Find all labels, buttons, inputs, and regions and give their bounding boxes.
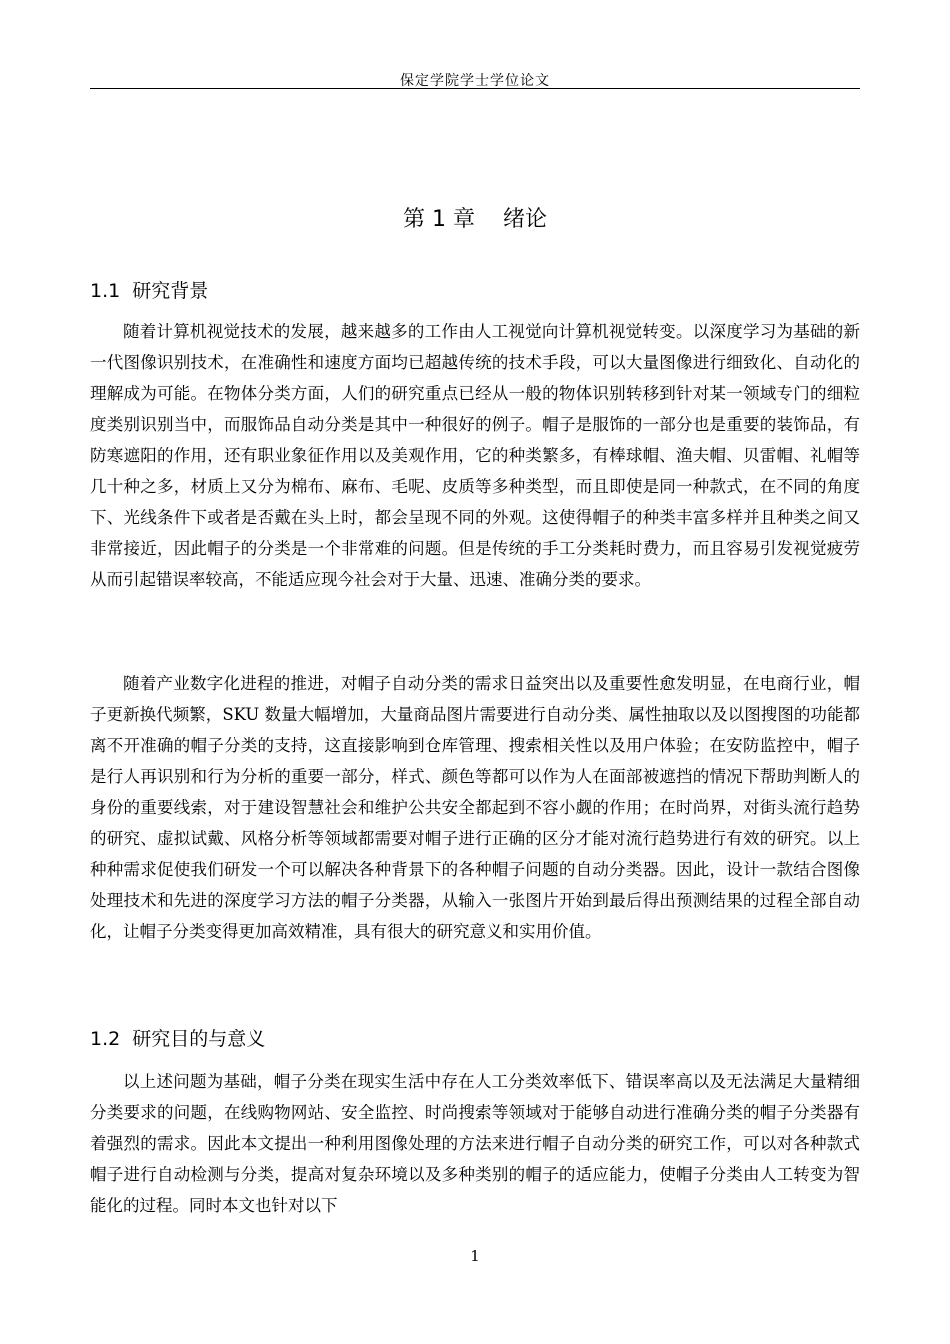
header-divider [90,88,860,89]
paragraph: 随着计算机视觉技术的发展，越来越多的工作由人工视觉向计算机视觉转变。以深度学习为基础的新一代图像识别技术，在准确性和速度方面均已超越传统的技术手段，可以大量图像进行细致化、自动化的理解成为可能。在物体分类方面，人们的研究重点已经从一般的物体识别转移到针对某一领域专门的细粒度类别识别当中，而服饰品自动分类是其中一种很好的例子。帽子是服饰的一部分也是重要的装饰品，有防寒遮阳的作用，还有职业象征作用以及美观作用，它的种类繁多，有棒球帽、渔夫帽、贝雷帽、礼帽等几十种之多，材质上又分为棉布、麻布、毛呢、皮质等多种类型，而且即使是同一种款式，在不同的角度下、光线条件下或者是否戴在头上时，都会呈现不同的外观。这使得帽子的种类丰富多样并且种类之间又非常接近，因此帽子的分类是一个非常难的问题。但是传统的手工分类耗时费力，而且容易引发视觉疲劳从而引起错误率较高，不能适应现今社会对于大量、迅速、准确分类的要求。 [90,322,860,589]
running-header: 保定学院学士学位论文 [400,73,550,89]
paragraph: 随着产业数字化进程的推进，对帽子自动分类的需求日益突出以及重要性愈发明显，在电商行业，帽子更新换代频繁，SKU 数量大幅增加，大量商品图片需要进行自动分类、属性抽取以及以图搜图的功能都离不开准确的帽子分类的支持，这直接影响到仓库管理、搜索相关性以及用户体验；在安防监控中，帽子是行人再识别和行为分析的重要一部分，样式、颜色等都可以作为人在面部被遮挡的情况下帮助判断人的身份的重要线索，对于建设智慧社会和维护公共安全都起到不容小觑的作用；在时尚界，对街头流行趋势的研究、虚拟试戴、风格分析等领域都需要对帽子进行正确的区分才能对流行趋势进行有效的研究。以上种种需求促使我们研发一个可以解决各种背景下的各种帽子问题的自动分类器。因此，设计一款结合图像处理技术和先进的深度学习方法的帽子分类器，从输入一张图片开始到最后得出预测结果的过程全部自动化，让帽子分类变得更加高效精准，具有很大的研究意义和实用价值。 [90,674,860,941]
section-heading-research-background: 1.1 研究背景 [90,280,209,302]
paragraph: 以上述问题为基础，帽子分类在现实生活中存在人工分类效率低下、错误率高以及无法满足大量精细分类要求的问题，在线购物网站、安全监控、时尚搜索等领域对于能够自动进行准确分类的帽子分类器有着强烈的需求。因此本文提出一种利用图像处理的方法来进行帽子自动分类的研究工作，可以对各种款式帽子进行自动检测与分类，提高对复杂环境以及多种类别的帽子的适应能力，使帽子分类由人工转变为智能化的过程。同时本文也针对以下 [90,1072,860,1215]
page-number: 1 [470,1247,480,1265]
section-heading-research-purpose: 1.2 研究目的与意义 [90,1028,266,1050]
chapter-title: 第 1 章 绪论 [403,207,547,232]
